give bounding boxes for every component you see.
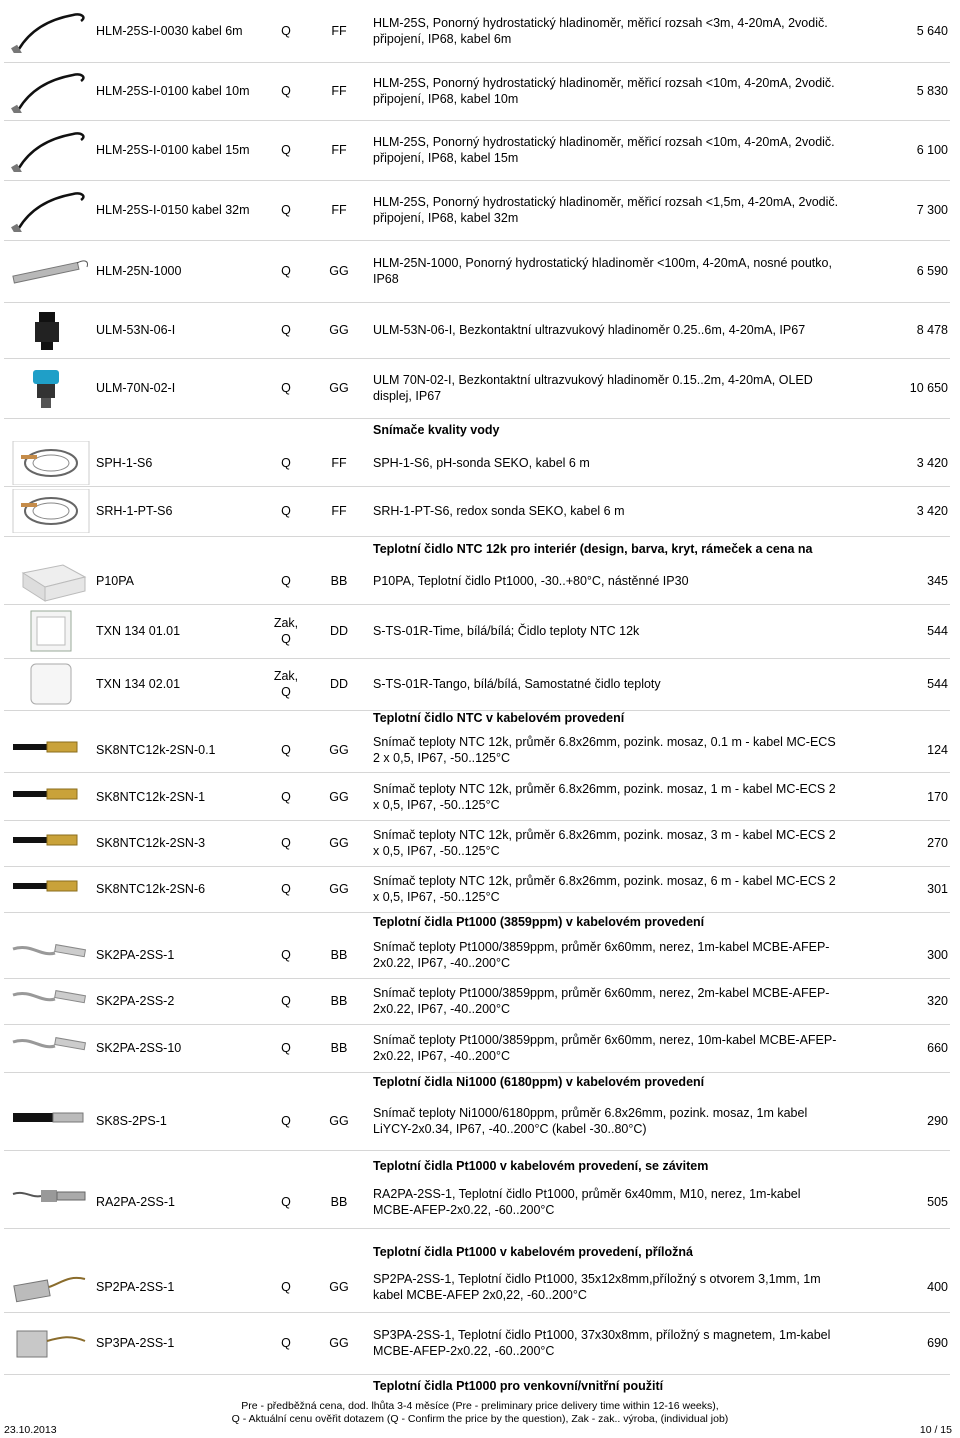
product-price: 3 420	[916, 456, 948, 470]
product-price: 505	[927, 1195, 948, 1209]
product-price: 544	[927, 677, 948, 691]
product-photo	[10, 728, 92, 772]
product-price: 8 478	[916, 323, 948, 337]
footer-note-2: Q - Aktuální cenu ověřit dotazem (Q - Confirm the price by the question), Zak - zak.. výroba, (individual job)	[231, 1413, 729, 1425]
product-price: 6 590	[916, 264, 948, 278]
availability-code: Q	[281, 1280, 291, 1294]
product-description: HLM-25S, Ponorný hydrostatický hladinoměr, měřicí rozsah <10m, 4-20mA, 2vodič. připojení, IP68, kabel 15m	[373, 135, 835, 165]
price-group: BB	[330, 1041, 348, 1055]
product-code: SK2PA-2SS-2	[96, 994, 175, 1008]
product-description: Snímač teploty Ni1000/6180ppm, průměr 6.8x26mm, pozink. mosaz, 1m kabel LiYCY-2x0.34, IP67, -40..200°C (kabel -30..80°C)	[373, 1106, 808, 1136]
price-group: BB	[330, 948, 348, 962]
product-code: HLM-25N-1000	[96, 264, 182, 278]
product-description: HLM-25S, Ponorný hydrostatický hladinoměr, měřicí rozsah <1,5m, 4-20mA, 2vodič. připojení, IP68, kabel 32m	[373, 195, 839, 225]
product-code: HLM-25S-I-0030 kabel 6m	[96, 24, 243, 38]
availability-code: Q	[281, 24, 291, 38]
product-photo	[10, 128, 92, 172]
product-row	[4, 932, 950, 979]
product-code: P10PA	[96, 574, 134, 588]
availability-code: Q	[281, 264, 291, 278]
product-price: 10 650	[909, 381, 948, 395]
price-group: GG	[329, 790, 349, 804]
product-code: SK8S-2PS-1	[96, 1114, 167, 1128]
product-row	[4, 604, 950, 659]
product-description: S-TS-01R-Time, bílá/bílá; Čidlo teploty NTC 12k	[373, 624, 640, 638]
product-photo	[10, 559, 92, 603]
product-code: RA2PA-2SS-1	[96, 1195, 175, 1209]
price-group: FF	[331, 203, 347, 217]
product-price: 6 100	[916, 143, 948, 157]
product-price: 544	[927, 624, 948, 638]
product-code: SK8NTC12k-2SN-3	[96, 836, 206, 850]
product-price: 5 830	[916, 84, 948, 98]
product-price: 290	[927, 1114, 948, 1128]
product-photo	[10, 249, 92, 293]
price-group: GG	[329, 882, 349, 896]
product-description: HLM-25S, Ponorný hydrostatický hladinoměr, měřicí rozsah <3m, 4-20mA, 2vodič. připojení, IP68, kabel 6m	[373, 16, 828, 46]
availability-code: Q	[281, 882, 291, 896]
availability-code: Q	[281, 574, 291, 588]
price-group: GG	[329, 1114, 349, 1128]
product-description: SP3PA-2SS-1, Teplotní čidlo Pt1000, 37x30x8mm, příložný s magnetem, 1m-kabel MCBE-AFEP-2x0.22, -60..200°C	[373, 1328, 831, 1358]
section-heading: Teplotní čidlo NTC 12k pro interiér (design, barva, kryt, rámeček a cena na	[373, 542, 813, 556]
product-photo	[10, 9, 92, 53]
product-description: Snímač teploty Pt1000/3859ppm, průměr 6x60mm, nerez, 1m-kabel MCBE-AFEP-2x0.22, IP67, -40..200°C	[373, 940, 830, 970]
product-row	[4, 180, 950, 241]
product-code: SK8NTC12k-2SN-1	[96, 790, 206, 804]
product-row	[4, 120, 950, 181]
availability-code: Zak, Q	[273, 616, 299, 646]
availability-code: Zak, Q	[273, 669, 299, 699]
availability-code: Q	[281, 1336, 291, 1350]
product-price: 3 420	[916, 504, 948, 518]
price-group: GG	[329, 836, 349, 850]
product-description: SPH-1-S6, pH-sonda SEKO, kabel 6 m	[373, 456, 590, 470]
availability-code: Q	[281, 84, 291, 98]
product-description: Snímač teploty Pt1000/3859ppm, průměr 6x60mm, nerez, 2m-kabel MCBE-AFEP-2x0.22, IP67, -40..200°C	[373, 986, 830, 1016]
product-price: 320	[927, 994, 948, 1008]
product-description: Snímač teploty NTC 12k, průměr 6.8x26mm, pozink. mosaz, 0.1 m - kabel MC-ECS 2 x 0,5, IP67, -50..125°C	[373, 735, 836, 765]
price-group: FF	[331, 24, 347, 38]
product-row	[4, 658, 950, 711]
price-group: GG	[329, 1280, 349, 1294]
price-group: FF	[331, 143, 347, 157]
product-photo	[10, 69, 92, 113]
product-description: SRH-1-PT-S6, redox sonda SEKO, kabel 6 m	[373, 504, 625, 518]
product-row	[4, 558, 950, 605]
section-heading: Teplotní čidla Pt1000 v kabelovém provedení, příložná	[373, 1245, 694, 1259]
product-photo	[10, 867, 92, 911]
availability-code: Q	[281, 1114, 291, 1128]
product-description: Snímač teploty Pt1000/3859ppm, průměr 6x60mm, nerez, 10m-kabel MCBE-AFEP-2x0.22, IP67, -40..200°C	[373, 1033, 837, 1063]
product-row	[4, 1024, 950, 1073]
availability-code: Q	[281, 994, 291, 1008]
product-photo	[10, 821, 92, 865]
product-row	[4, 486, 950, 537]
price-group: GG	[329, 381, 349, 395]
availability-code: Q	[281, 323, 291, 337]
product-photo	[10, 188, 92, 232]
product-description: ULM-53N-06-I, Bezkontaktní ultrazvukový hladinoměr 0.25..6m, 4-20mA, IP67	[373, 323, 806, 337]
product-photo	[10, 775, 92, 819]
product-description: Snímač teploty NTC 12k, průměr 6.8x26mm, pozink. mosaz, 1 m - kabel MC-ECS 2 x 0,5, IP67, -50..125°C	[373, 782, 836, 812]
product-photo	[10, 979, 92, 1023]
product-row	[4, 774, 950, 821]
product-price: 345	[927, 574, 948, 588]
availability-code: Q	[281, 381, 291, 395]
price-group: DD	[329, 677, 349, 691]
footer-page-number: 10 / 15	[919, 1424, 952, 1436]
availability-code: Q	[281, 504, 291, 518]
product-code: HLM-25S-I-0100 kabel 15m	[96, 143, 250, 157]
product-description: SP2PA-2SS-1, Teplotní čidlo Pt1000, 35x12x8mm,příložný s otvorem 3,1mm, 1m kabel MCBE-AFEP 2x0,22, -60..200°C	[373, 1272, 821, 1302]
product-photo	[10, 609, 92, 653]
product-row	[4, 302, 950, 359]
availability-code: Q	[281, 1041, 291, 1055]
section-heading: Teplotní čidla Ni1000 (6180ppm) v kabelovém provedení	[373, 1075, 705, 1089]
footer-date: 23.10.2013	[4, 1424, 57, 1436]
product-price: 270	[927, 836, 948, 850]
availability-code: Q	[281, 456, 291, 470]
price-group: BB	[330, 574, 348, 588]
product-description: HLM-25N-1000, Ponorný hydrostatický hladinoměr <100m, 4-20mA, nosné poutko, IP68	[373, 256, 832, 286]
product-price: 170	[927, 790, 948, 804]
product-price: 301	[927, 882, 948, 896]
product-photo	[10, 489, 92, 533]
product-row	[4, 728, 950, 773]
product-code: SK2PA-2SS-1	[96, 948, 175, 962]
product-code: SP3PA-2SS-1	[96, 1336, 175, 1350]
product-row	[4, 866, 950, 913]
price-group: FF	[331, 84, 347, 98]
product-row	[4, 1312, 950, 1375]
product-row	[4, 820, 950, 867]
product-code: TXN 134 01.01	[96, 624, 181, 638]
product-price: 7 300	[916, 203, 948, 217]
availability-code: Q	[281, 143, 291, 157]
product-photo	[10, 662, 92, 706]
availability-code: Q	[281, 836, 291, 850]
product-code: TXN 134 02.01	[96, 677, 181, 691]
availability-code: Q	[281, 203, 291, 217]
product-price: 660	[927, 1041, 948, 1055]
product-row	[4, 1176, 950, 1229]
product-photo	[10, 1321, 92, 1365]
price-group: GG	[329, 1336, 349, 1350]
product-code: SPH-1-S6	[96, 456, 153, 470]
price-group: DD	[329, 624, 349, 638]
product-description: Snímač teploty NTC 12k, průměr 6.8x26mm, pozink. mosaz, 6 m - kabel MC-ECS 2 x 0,5, IP67, -50..125°C	[373, 874, 836, 904]
product-code: SK2PA-2SS-10	[96, 1041, 182, 1055]
product-code: HLM-25S-I-0100 kabel 10m	[96, 84, 250, 98]
product-photo	[10, 933, 92, 977]
product-price: 5 640	[916, 24, 948, 38]
price-group: FF	[331, 504, 347, 518]
product-code: HLM-25S-I-0150 kabel 32m	[96, 203, 250, 217]
product-photo	[10, 1026, 92, 1070]
product-code: ULM-70N-02-I	[96, 381, 176, 395]
section-heading: Snímače kvality vody	[373, 423, 500, 437]
product-row	[4, 440, 950, 487]
section-heading: Teplotní čidla Pt1000 pro venkovní/vnitřní použití	[373, 1379, 664, 1393]
product-photo	[10, 1099, 92, 1143]
section-heading: Teplotní čidlo NTC v kabelovém provedení	[373, 711, 625, 725]
availability-code: Q	[281, 790, 291, 804]
product-description: Snímač teploty NTC 12k, průměr 6.8x26mm, pozink. mosaz, 3 m - kabel MC-ECS 2 x 0,5, IP67, -50..125°C	[373, 828, 836, 858]
product-price: 400	[927, 1280, 948, 1294]
product-description: S-TS-01R-Tango, bílá/bílá, Samostatné čidlo teploty	[373, 677, 661, 691]
product-code: SP2PA-2SS-1	[96, 1280, 175, 1294]
product-price: 124	[927, 743, 948, 757]
product-description: P10PA, Teplotní čidlo Pt1000, -30..+80°C, nástěnné IP30	[373, 574, 689, 588]
product-description: RA2PA-2SS-1, Teplotní čidlo Pt1000, průměr 6x40mm, M10, nerez, 1m-kabel MCBE-AFEP-2x0.22, -60..200°C	[373, 1187, 801, 1217]
availability-code: Q	[281, 1195, 291, 1209]
product-photo	[10, 441, 92, 485]
product-photo	[10, 366, 92, 410]
product-row	[4, 358, 950, 419]
product-row	[4, 1092, 950, 1151]
product-row	[4, 62, 950, 121]
product-price: 300	[927, 948, 948, 962]
price-group: GG	[329, 264, 349, 278]
product-code: ULM-53N-06-I	[96, 323, 176, 337]
footer-note-1: Pre - předběžná cena, dod. lhůta 3-4 měsíce (Pre - preliminary price delivery time within 12-16 weeks),	[241, 1400, 719, 1412]
product-row	[4, 0, 950, 63]
price-group: FF	[331, 456, 347, 470]
product-photo	[10, 1265, 92, 1309]
product-description: ULM 70N-02-I, Bezkontaktní ultrazvukový hladinoměr 0.15..2m, 4-20mA, OLED displej, IP67	[373, 373, 813, 403]
product-photo	[10, 308, 92, 352]
product-code: SK8NTC12k-2SN-6	[96, 882, 206, 896]
availability-code: Q	[281, 743, 291, 757]
product-description: HLM-25S, Ponorný hydrostatický hladinoměr, měřicí rozsah <10m, 4-20mA, 2vodič. připojení, IP68, kabel 10m	[373, 76, 835, 106]
product-row	[4, 240, 950, 303]
product-photo	[10, 1180, 92, 1224]
product-code: SRH-1-PT-S6	[96, 504, 173, 518]
product-code: SK8NTC12k-2SN-0.1	[96, 743, 216, 757]
price-group: GG	[329, 743, 349, 757]
availability-code: Q	[281, 948, 291, 962]
section-heading: Teplotní čidla Pt1000 (3859ppm) v kabelovém provedení	[373, 915, 705, 929]
price-group: GG	[329, 323, 349, 337]
price-group: BB	[330, 994, 348, 1008]
price-group: BB	[330, 1195, 348, 1209]
product-row	[4, 978, 950, 1025]
product-price: 690	[927, 1336, 948, 1350]
section-heading: Teplotní čidla Pt1000 v kabelovém provedení, se závitem	[373, 1159, 709, 1173]
product-row	[4, 1262, 950, 1313]
